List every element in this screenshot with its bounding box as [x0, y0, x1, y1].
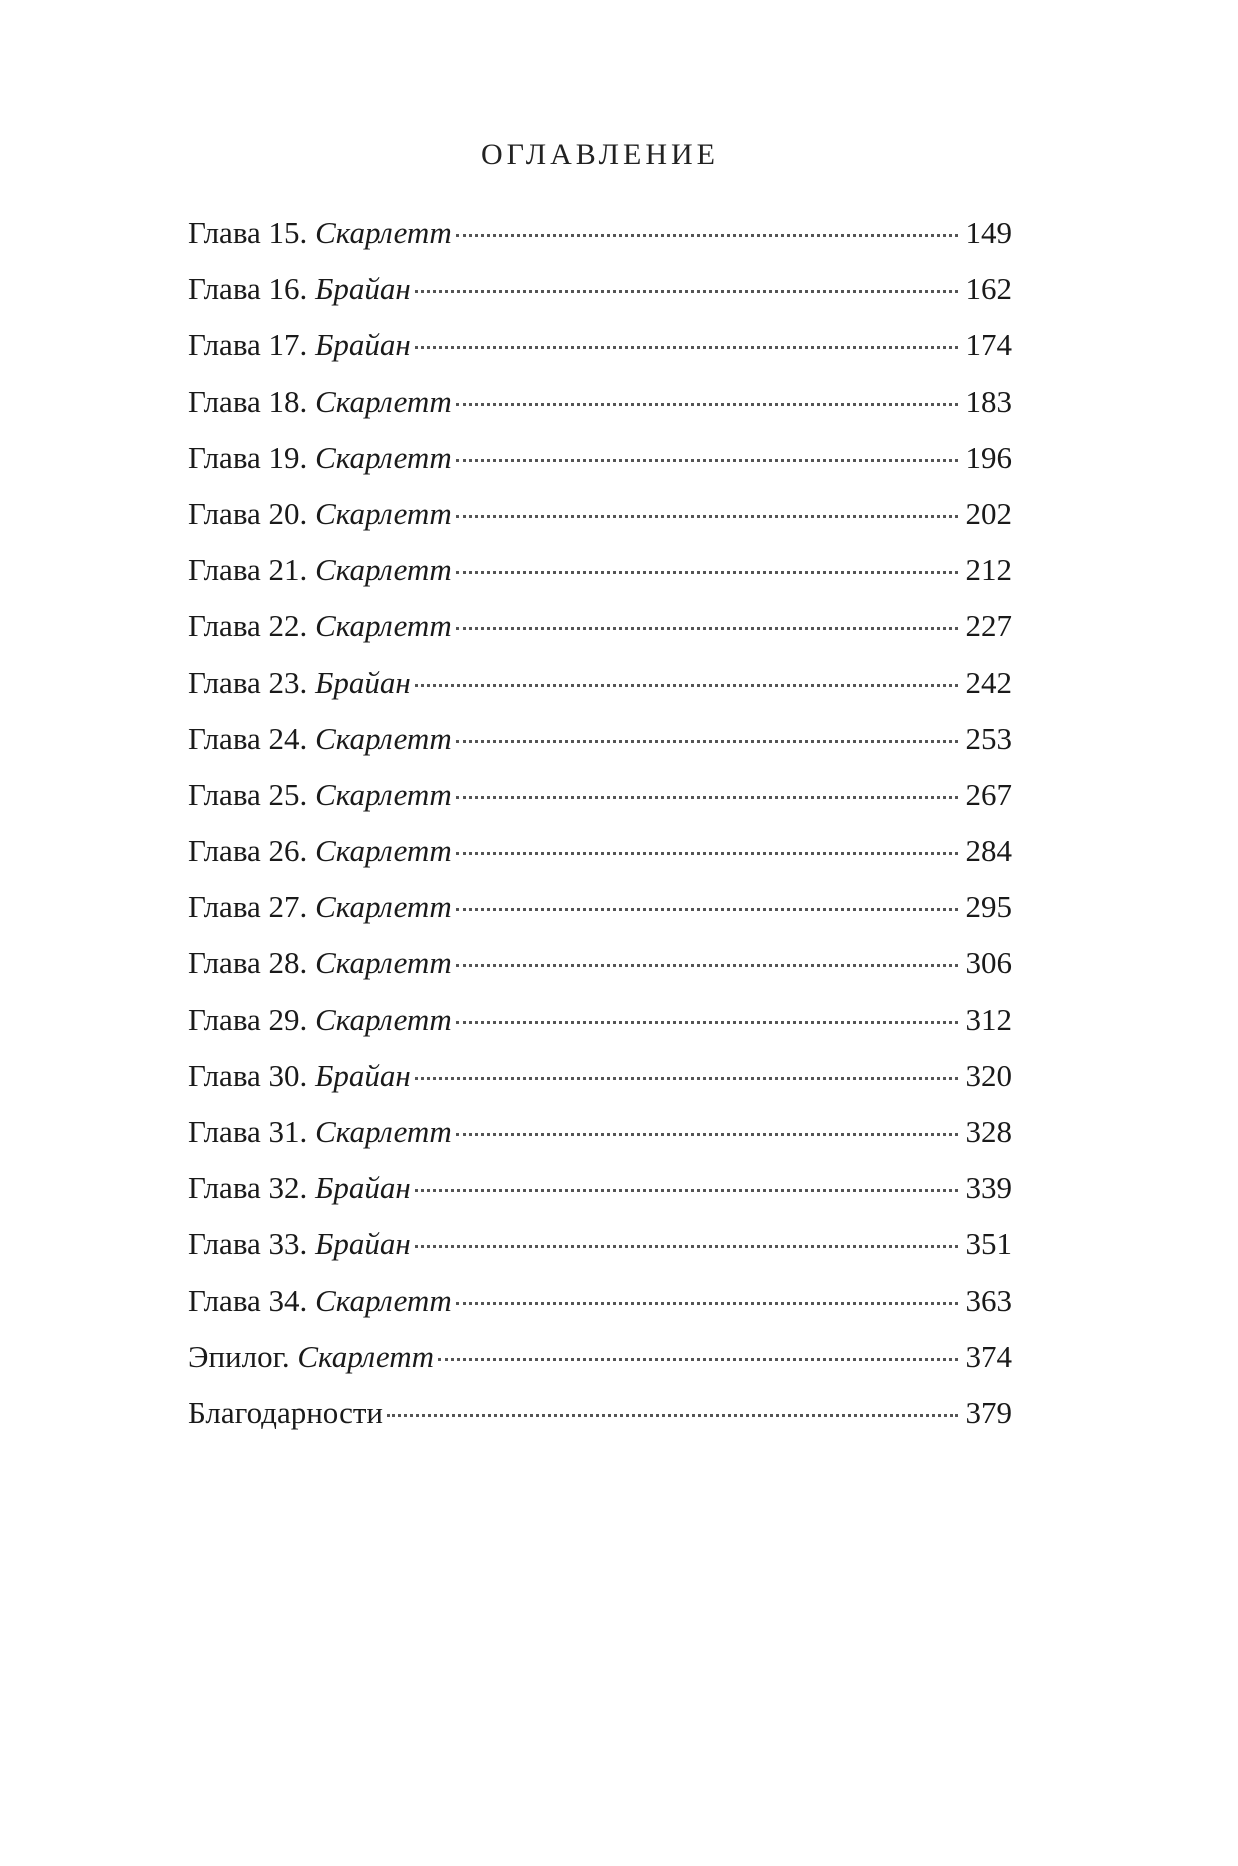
dot-leader	[415, 1077, 958, 1080]
toc-entry-title: Брайан	[315, 1170, 411, 1206]
toc-entry-page-number: 253	[965, 720, 1012, 756]
toc-entry-title: Скарлетт	[315, 833, 452, 869]
toc-entry-label	[188, 374, 452, 430]
toc-entry-chapter: Глава 32.	[188, 1170, 316, 1206]
toc-entry-page-number: 328	[965, 1114, 1012, 1149]
toc-entry-chapter: Глава 18.	[188, 383, 316, 419]
toc-entry-chapter: Глава 31.	[188, 1114, 316, 1149]
toc-entry-title: Брайан	[315, 271, 411, 307]
toc-entry	[188, 261, 1012, 317]
toc-entry-label	[188, 542, 452, 598]
toc-entry-label	[188, 486, 452, 542]
dot-leader	[415, 684, 958, 687]
toc-entry-label	[188, 767, 452, 823]
toc-entry	[188, 711, 1012, 767]
toc-entry	[188, 1273, 1012, 1329]
toc-entry-label	[188, 879, 452, 935]
toc-entry	[188, 317, 1012, 373]
toc-entry-title: Скарлетт	[315, 889, 452, 925]
toc-entry-chapter: Благодарности	[188, 1394, 383, 1430]
dot-leader	[456, 740, 958, 743]
dot-leader	[456, 1021, 958, 1024]
toc-entry-label	[188, 1104, 452, 1160]
toc-entry	[188, 486, 1012, 542]
toc-entry-label	[188, 1273, 452, 1329]
toc-entry-page-number: 295	[965, 889, 1012, 925]
toc-entry-page-number: 174	[965, 327, 1012, 363]
toc-entry-label	[188, 935, 452, 991]
toc-entry-title: Скарлетт	[315, 1114, 452, 1149]
toc-entry	[188, 823, 1012, 879]
toc-entry-label	[188, 205, 452, 261]
toc-entry-title: Скарлетт	[297, 1338, 434, 1374]
toc-entry-chapter: Глава 19.	[188, 439, 316, 475]
dot-leader	[456, 964, 958, 967]
dot-leader	[415, 1245, 958, 1248]
toc-entry-chapter: Глава 30.	[188, 1057, 316, 1093]
page-title: ОГЛАВЛЕНИЕ	[481, 138, 719, 171]
toc-entry-label	[188, 711, 452, 767]
toc-entry-page-number: 196	[965, 439, 1012, 475]
toc-entry	[188, 1048, 1012, 1104]
toc-entry-title: Скарлетт	[315, 776, 452, 812]
toc-entry-chapter: Глава 23.	[188, 664, 316, 700]
toc-entry	[188, 374, 1012, 430]
toc-entry-page-number: 312	[965, 1001, 1012, 1037]
toc-entry-chapter: Глава 21.	[188, 552, 316, 588]
toc-entry-page-number: 379	[965, 1394, 1012, 1430]
toc-entry-title: Скарлетт	[315, 439, 452, 475]
toc-entry-page-number: 339	[965, 1170, 1012, 1206]
toc-entry-title: Брайан	[315, 327, 411, 363]
toc-entry-chapter: Глава 24.	[188, 720, 316, 756]
toc-entry-chapter: Глава 17.	[188, 327, 316, 363]
toc-entry-title: Брайан	[315, 1057, 411, 1093]
dot-leader	[438, 1358, 958, 1361]
toc-entry	[188, 1216, 1012, 1272]
dot-leader	[415, 346, 958, 349]
toc-entry	[188, 879, 1012, 935]
toc-entry-label	[188, 1385, 383, 1441]
toc-entry-page-number: 267	[965, 776, 1012, 812]
toc-entry-label	[188, 655, 411, 711]
toc-entry	[188, 1104, 1012, 1160]
toc-entry-label	[188, 823, 452, 879]
dot-leader	[415, 290, 958, 293]
toc-entry-page-number: 284	[965, 833, 1012, 869]
toc-entry-label	[188, 992, 452, 1048]
toc-entry-label	[188, 1160, 411, 1216]
toc-entry-title: Скарлетт	[315, 383, 452, 419]
toc-entry-label	[188, 598, 452, 654]
toc-list	[188, 205, 1012, 1441]
toc-entry	[188, 655, 1012, 711]
toc-entry-page-number: 363	[965, 1282, 1012, 1318]
toc-entry-label	[188, 1329, 434, 1385]
toc-entry-label	[188, 1216, 411, 1272]
toc-entry	[188, 935, 1012, 991]
toc-entry-chapter: Глава 29.	[188, 1001, 316, 1037]
toc-entry	[188, 205, 1012, 261]
toc-entry-label	[188, 261, 411, 317]
toc-entry-chapter: Глава 28.	[188, 945, 316, 981]
toc-entry-page-number: 212	[965, 552, 1012, 588]
toc-entry-page-number: 202	[965, 495, 1012, 531]
dot-leader	[456, 852, 958, 855]
toc-entry-label	[188, 430, 452, 486]
dot-leader	[456, 459, 958, 462]
dot-leader	[456, 1133, 958, 1136]
toc-entry	[188, 1160, 1012, 1216]
dot-leader	[456, 1302, 958, 1305]
dot-leader	[456, 403, 958, 406]
toc-entry-title: Брайан	[315, 1226, 411, 1262]
toc-entry-page-number: 227	[965, 608, 1012, 644]
toc-entry-label	[188, 1048, 411, 1104]
dot-leader	[456, 796, 958, 799]
toc-entry-page-number: 149	[965, 215, 1012, 250]
dot-leader	[456, 627, 958, 630]
dot-leader	[456, 234, 958, 237]
toc-entry	[188, 767, 1012, 823]
toc-entry-title: Скарлетт	[315, 215, 452, 250]
toc-entry	[188, 1385, 1012, 1441]
toc-entry-title: Скарлетт	[315, 552, 452, 588]
dot-leader	[387, 1414, 958, 1417]
toc-entry-chapter: Глава 26.	[188, 833, 316, 869]
toc-entry-label	[188, 317, 411, 373]
dot-leader	[456, 908, 958, 911]
toc-entry	[188, 598, 1012, 654]
toc-entry-page-number: 242	[965, 664, 1012, 700]
toc-entry-chapter: Глава 27.	[188, 889, 316, 925]
toc-entry-chapter: Глава 22.	[188, 608, 316, 644]
toc-entry-chapter: Эпилог.	[188, 1338, 298, 1374]
toc-entry	[188, 1329, 1012, 1385]
toc-entry-chapter: Глава 34.	[188, 1282, 316, 1318]
toc-entry	[188, 992, 1012, 1048]
toc-entry	[188, 430, 1012, 486]
toc-entry-page-number: 162	[965, 271, 1012, 307]
dot-leader	[456, 571, 958, 574]
toc-entry-chapter: Глава 33.	[188, 1226, 316, 1262]
toc-entry-page-number: 351	[965, 1226, 1012, 1262]
toc-entry-page-number: 320	[965, 1057, 1012, 1093]
toc-entry-chapter: Глава 15.	[188, 215, 316, 250]
dot-leader	[415, 1189, 958, 1192]
dot-leader	[456, 515, 958, 518]
toc-entry	[188, 542, 1012, 598]
toc-entry-chapter: Глава 25.	[188, 776, 316, 812]
toc-entry-title: Скарлетт	[315, 945, 452, 981]
toc-entry-chapter: Глава 20.	[188, 495, 316, 531]
toc-entry-title: Скарлетт	[315, 608, 452, 644]
toc-entry-title: Скарлетт	[315, 1282, 452, 1318]
toc-entry-title: Скарлетт	[315, 495, 452, 531]
toc-entry-page-number: 183	[965, 383, 1012, 419]
toc-entry-chapter: Глава 16.	[188, 271, 316, 307]
toc-entry-title: Скарлетт	[315, 1001, 452, 1037]
toc-entry-title: Брайан	[315, 664, 411, 700]
toc-entry-page-number: 306	[965, 945, 1012, 981]
toc-entry-page-number: 374	[965, 1338, 1012, 1374]
toc-entry-title: Скарлетт	[315, 720, 452, 756]
